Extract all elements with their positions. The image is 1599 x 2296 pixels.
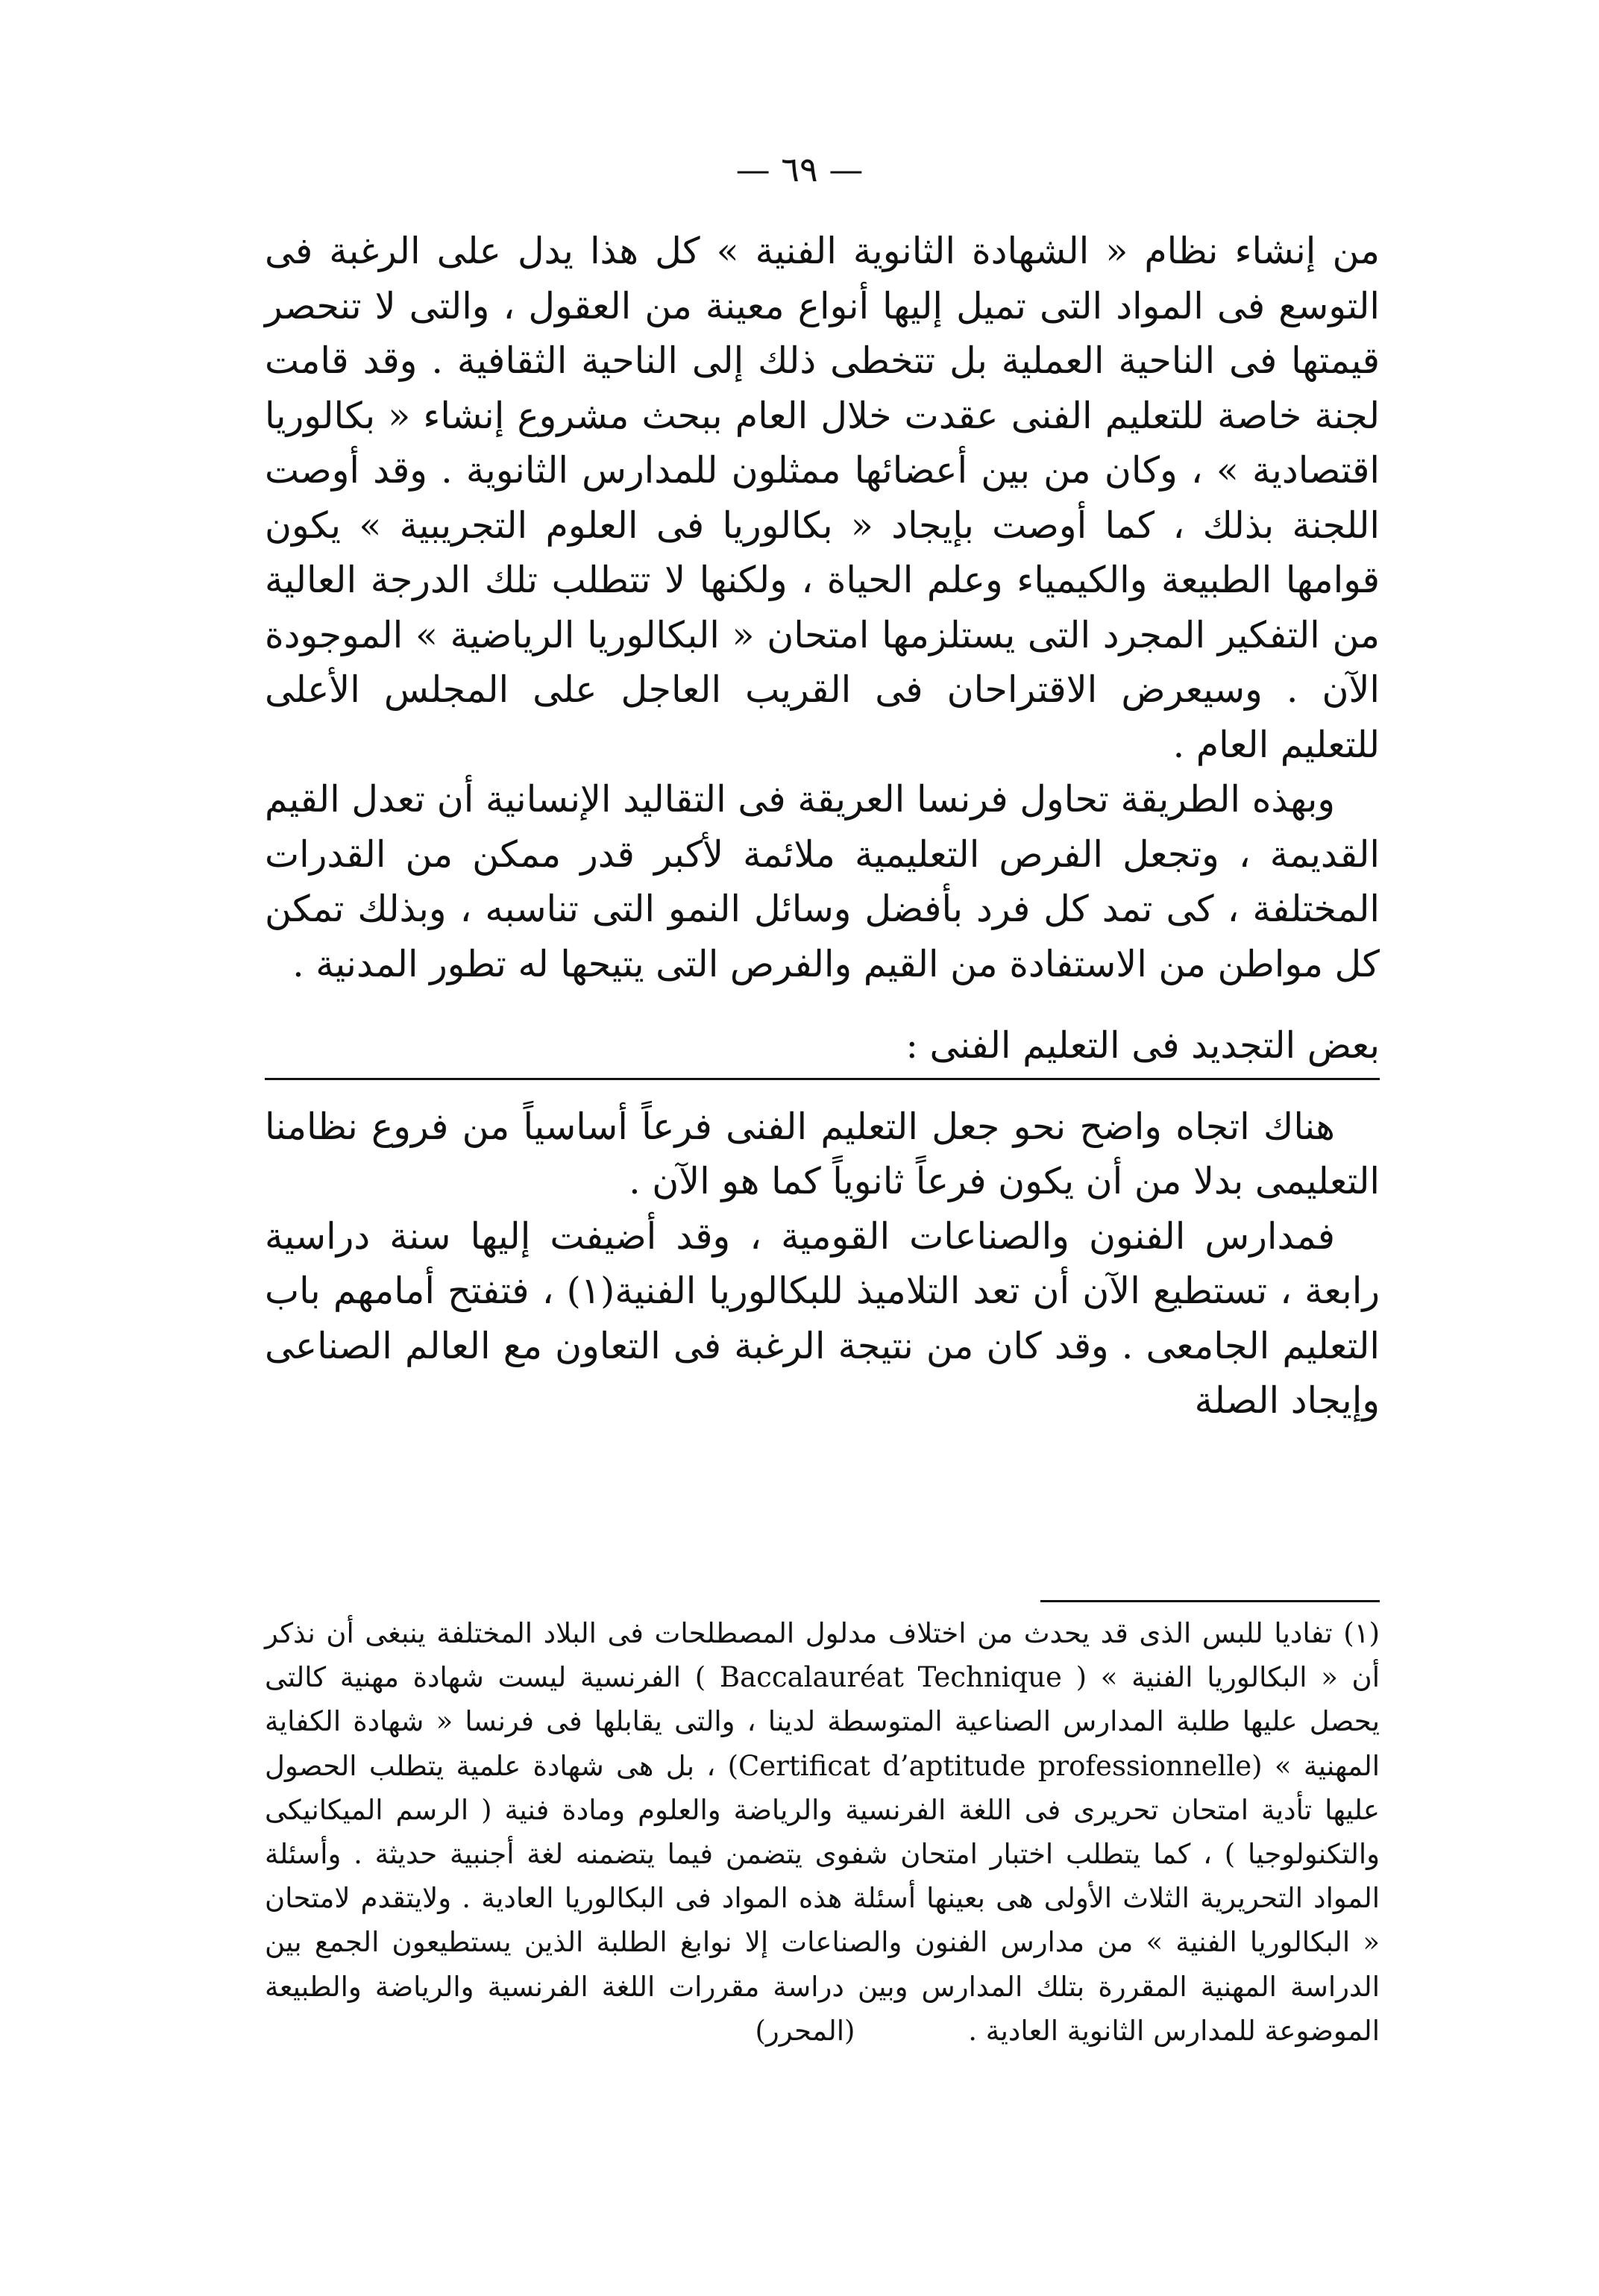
section-heading-container — [265, 1018, 1380, 1080]
footnote-1 — [265, 1611, 1380, 2053]
paragraph-3: هناك اتجاه واضح نحو جعل التعليم الفنى فرعاً أساسياً من فروع نظامنا التعليمى بدلا من أن يكون فرعاً ثانوياً كما هو الآن . — [265, 1105, 1380, 1202]
footnote-1-text: (١) تفاديا للبس الذى قد يحدث من اختلاف مدلول المصطلحات فى البلاد المختلفة ينبغى أن نذكر أن « البكالوريا الفنية » ( Baccalauréat Technique ) الفرنسية ليست شهادة مهنية كالتى يحصل عليها طلبة المدارس الصناعية المتوسطة لدينا ، والتى يقابلها فى فرنسا « شهادة الكفاية المهنية » (Certificat d’aptitude professionnelle) ، بل هى شهادة علمية يتطلب الحصول عليها تأدية امتحان تحريرى فى اللغة الفرنسية والرياضة والعلوم ومادة فنية ( الرسم الميكانيكى والتكنولوجيا ) ، كما يتطلب اختبار امتحان شفوى يتضمن فيما يتضمنه لغة أجنبية حديثة . وأسئلة المواد التحريرية الثلاث الأولى هى بعينها أسئلة هذه المواد فى البكالوريا العادية . ولايتقدم لامتحان « البكالوريا الفنية » من مدارس الفنون والصناعات إلا نوابغ الطلبة الذين يستطيعون الجمع بين الدراسة المهنية المقررة بتلك المدارس وبين دراسة مقررات اللغة الفرنسية والرياضة والطبيعة الموضوعة للمدارس الثانوية العادية . — [265, 1617, 1380, 2047]
footnote-divider — [1040, 1600, 1380, 1602]
footnote-section — [265, 1611, 1380, 2053]
paragraph-2: وبهذه الطريقة تحاول فرنسا العريقة فى التقاليد الإنسانية أن تعدل القيم القديمة ، وتجعل الفرص التعليمية ملائمة لأكبر قدر ممكن من القدرات المختلفة ، كى تمد كل فرد بأفضل وسائل النمو التى تناسبه ، وبذلك تمكن كل مواطن من الاستفادة من القيم والفرص التى يتيحها له تطور المدنية . — [265, 778, 1380, 985]
body-text — [265, 224, 1380, 1428]
paragraph-4: فمدارس الفنون والصناعات القومية ، وقد أضيفت إليها سنة دراسية رابعة ، تستطيع الآن أن تعد التلاميذ للبكالوريا الفنية(١) ، فتفتح أمامهم باب التعليم الجامعى . وقد كان من نتيجة الرغبة فى التعاون مع العالم الصناعى وإيجاد الصلة — [265, 1214, 1380, 1422]
page-number: — ٦٩ — — [735, 149, 864, 189]
section-heading: بعض التجديد فى التعليم الفنى : — [905, 1024, 1380, 1067]
footnote-signature: (المحرر) — [755, 2014, 855, 2047]
paragraph-1: من إنشاء نظام « الشهادة الثانوية الفنية » كل هذا يدل على الرغبة فى التوسع فى المواد التى تميل إليها أنواع معينة من العقول ، والتى لا تنحصر قيمتها فى الناحية العملية بل تتخطى ذلك إلى الناحية الثقافية . وقد قامت لجنة خاصة للتعليم الفنى عقدت خلال العام ببحث مشروع إنشاء « بكالوريا اقتصادية » ، وكان من بين أعضائها ممثلون للمدارس الثانوية . وقد أوصت اللجنة بذلك ، كما أوصت بإيجاد « بكالوريا فى العلوم التجريبية » يكون قوامها الطبيعة والكيمياء وعلم الحياة ، ولكنها لا تتطلب تلك الدرجة العالية من التفكير المجرد التى يستلزمها امتحان « البكالوريا الرياضية » الموجودة الآن . وسيعرض الاقتراحان فى القريب العاجل على المجلس الأعلى للتعليم العام . — [265, 230, 1380, 766]
